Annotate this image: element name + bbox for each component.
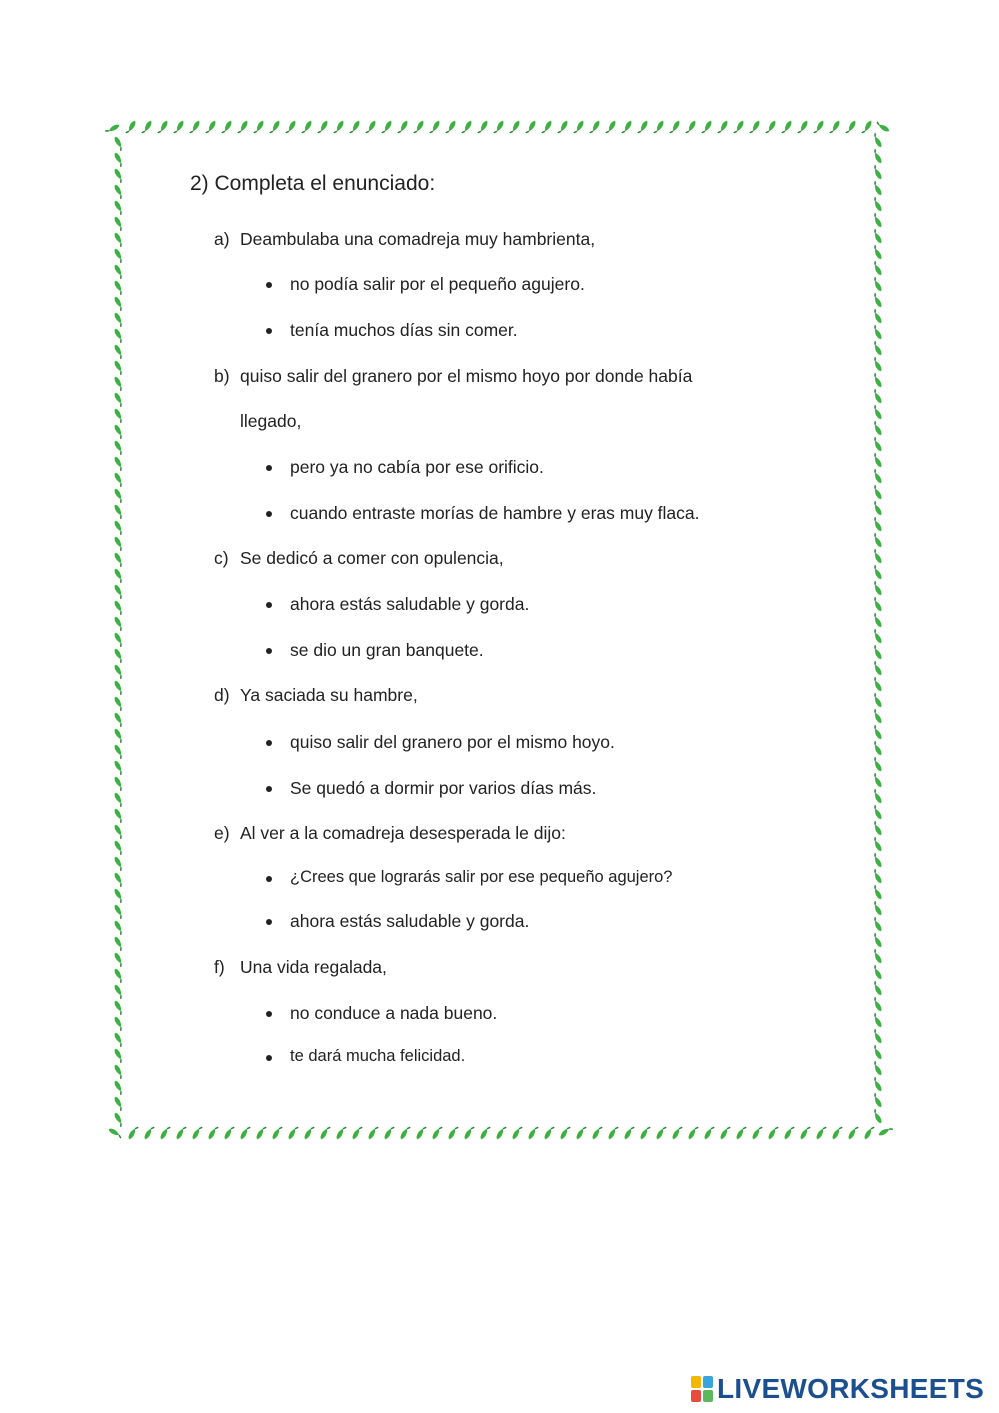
option-f-2[interactable]: te dará mucha felicidad. bbox=[290, 1047, 466, 1065]
option-b-2[interactable]: cuando entraste morías de hambre y eras muy flaca. bbox=[290, 503, 700, 523]
brand-name: LIVEWORKSHEETS bbox=[717, 1373, 985, 1404]
question-text-f: Una vida regalada, bbox=[240, 957, 387, 977]
bullet bbox=[266, 1055, 272, 1061]
option-f-1[interactable]: no conduce a nada bueno. bbox=[290, 1003, 498, 1023]
question-text-b: quiso salir del granero por el mismo hoyo por donde había bbox=[240, 366, 693, 386]
page-title: 2) Completa el enunciado: bbox=[190, 172, 436, 195]
bullet bbox=[266, 602, 272, 608]
bullet bbox=[266, 919, 272, 925]
option-d-1[interactable]: quiso salir del granero por el mismo hoyo. bbox=[290, 732, 615, 752]
bullet bbox=[266, 876, 272, 882]
bullet bbox=[266, 740, 272, 746]
option-e-1[interactable]: ¿Crees que lograrás salir por ese pequeño agujero? bbox=[290, 868, 673, 886]
option-e-2[interactable]: ahora estás saludable y gorda. bbox=[290, 911, 530, 931]
liveworksheets-logo-icon bbox=[691, 1376, 713, 1402]
question-letter-e: e) bbox=[214, 823, 230, 843]
question-text-e: Al ver a la comadreja desesperada le dijo: bbox=[240, 823, 566, 843]
brand-logo[interactable] bbox=[691, 1372, 984, 1406]
question-letter-b: b) bbox=[214, 366, 230, 386]
bullet bbox=[266, 328, 272, 334]
option-c-2[interactable]: se dio un gran banquete. bbox=[290, 640, 484, 660]
question-letter-d: d) bbox=[214, 685, 230, 705]
option-a-2[interactable]: tenía muchos días sin comer. bbox=[290, 320, 518, 340]
question-text-c: Se dedicó a comer con opulencia, bbox=[240, 548, 504, 568]
option-c-1[interactable]: ahora estás saludable y gorda. bbox=[290, 594, 530, 614]
question-letter-c: c) bbox=[214, 548, 229, 568]
question-text-d: Ya saciada su hambre, bbox=[240, 685, 418, 705]
question-letter-a: a) bbox=[214, 229, 230, 249]
bullet bbox=[266, 465, 272, 471]
question-text-b-continued: llegado, bbox=[240, 411, 302, 431]
bullet bbox=[266, 511, 272, 517]
bullet bbox=[266, 786, 272, 792]
bullet bbox=[266, 1011, 272, 1017]
bullet bbox=[266, 282, 272, 288]
option-b-1[interactable]: pero ya no cabía por ese orificio. bbox=[290, 457, 544, 477]
question-letter-f: f) bbox=[214, 957, 225, 977]
option-d-2[interactable]: Se quedó a dormir por varios días más. bbox=[290, 778, 597, 798]
option-a-1[interactable]: no podía salir por el pequeño agujero. bbox=[290, 274, 585, 294]
question-text-a: Deambulaba una comadreja muy hambrienta, bbox=[240, 229, 596, 249]
bullet bbox=[266, 648, 272, 654]
